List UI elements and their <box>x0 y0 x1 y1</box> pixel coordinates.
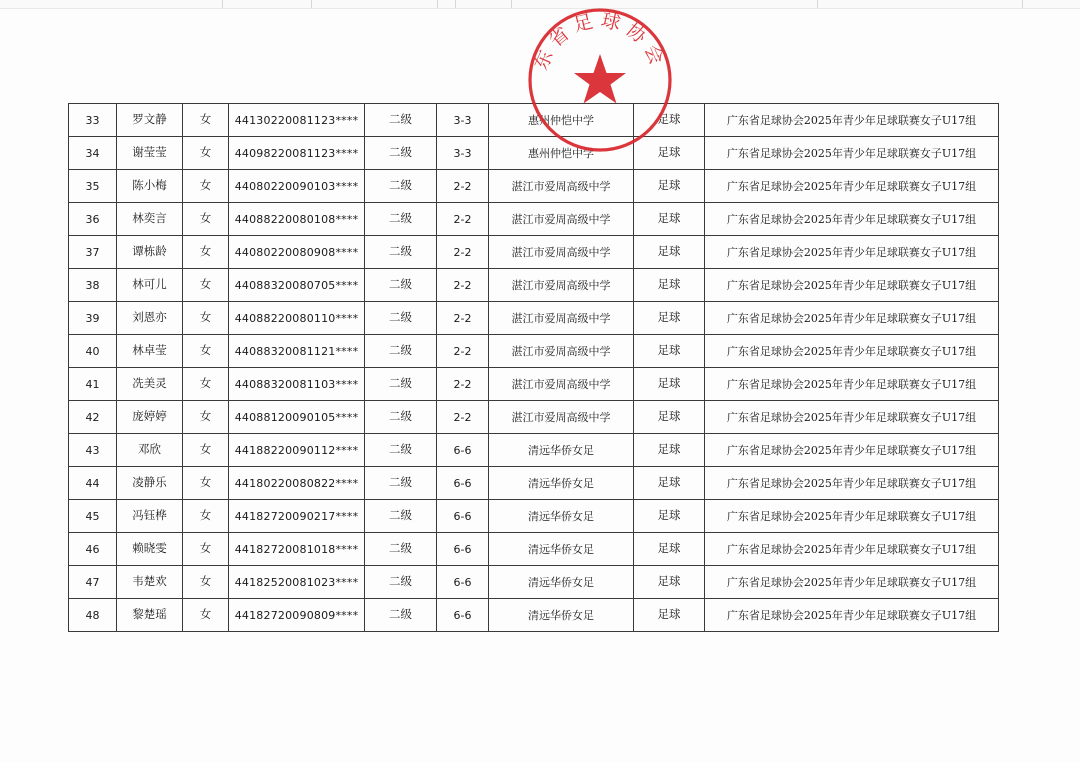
cell-sport: 足球 <box>634 335 705 368</box>
cell-group: 6-6 <box>437 533 489 566</box>
cell-level: 二级 <box>365 104 437 137</box>
cell-number: 48 <box>69 599 117 632</box>
cell-sport: 足球 <box>634 104 705 137</box>
cell-sport: 足球 <box>634 368 705 401</box>
cell-group: 6-6 <box>437 434 489 467</box>
cell-level: 二级 <box>365 401 437 434</box>
cell-gender: 女 <box>183 368 229 401</box>
cell-name: 邓欣 <box>117 434 183 467</box>
table-row <box>69 533 999 566</box>
table-row <box>69 302 999 335</box>
cell-level: 二级 <box>365 269 437 302</box>
cell-event: 广东省足球协会2025年青少年足球联赛女子U17组 <box>705 335 999 368</box>
cell-group: 2-2 <box>437 269 489 302</box>
cell-event: 广东省足球协会2025年青少年足球联赛女子U17组 <box>705 137 999 170</box>
cell-id-number: 44098220081123**** <box>229 137 365 170</box>
cell-sport: 足球 <box>634 269 705 302</box>
cell-gender: 女 <box>183 137 229 170</box>
cell-id-number: 44080220080908**** <box>229 236 365 269</box>
cell-gender: 女 <box>183 599 229 632</box>
cell-event: 广东省足球协会2025年青少年足球联赛女子U17组 <box>705 599 999 632</box>
cell-level: 二级 <box>365 500 437 533</box>
cell-name: 谭栋龄 <box>117 236 183 269</box>
cell-sport: 足球 <box>634 599 705 632</box>
cell-number: 33 <box>69 104 117 137</box>
cell-level: 二级 <box>365 137 437 170</box>
cell-sport: 足球 <box>634 533 705 566</box>
cell-sport: 足球 <box>634 170 705 203</box>
cell-name: 冯钰桦 <box>117 500 183 533</box>
scan-tick <box>817 0 818 8</box>
cell-sport: 足球 <box>634 467 705 500</box>
cell-id-number: 44180220080822**** <box>229 467 365 500</box>
cell-group: 6-6 <box>437 500 489 533</box>
cell-name: 赖晓雯 <box>117 533 183 566</box>
cell-sport: 足球 <box>634 236 705 269</box>
cell-id-number: 44188220090112**** <box>229 434 365 467</box>
seal-text: 东省足球协会 <box>529 9 671 74</box>
scan-tick <box>511 0 512 8</box>
cell-name: 刘恩亦 <box>117 302 183 335</box>
table-row <box>69 335 999 368</box>
cell-number: 35 <box>69 170 117 203</box>
scan-edge <box>0 0 1080 9</box>
athlete-table <box>68 103 999 632</box>
cell-gender: 女 <box>183 467 229 500</box>
cell-id-number: 44088320081103**** <box>229 368 365 401</box>
cell-id-number: 44080220090103**** <box>229 170 365 203</box>
cell-level: 二级 <box>365 302 437 335</box>
cell-number: 38 <box>69 269 117 302</box>
cell-number: 37 <box>69 236 117 269</box>
cell-group: 2-2 <box>437 302 489 335</box>
cell-sport: 足球 <box>634 566 705 599</box>
cell-id-number: 44088320081121**** <box>229 335 365 368</box>
table-row <box>69 104 999 137</box>
cell-level: 二级 <box>365 335 437 368</box>
cell-name: 林卓莹 <box>117 335 183 368</box>
cell-sport: 足球 <box>634 137 705 170</box>
cell-school: 清远华侨女足 <box>489 467 634 500</box>
cell-school: 湛江市爱周高级中学 <box>489 368 634 401</box>
cell-school: 湛江市爱周高级中学 <box>489 170 634 203</box>
table-row <box>69 269 999 302</box>
cell-gender: 女 <box>183 566 229 599</box>
cell-group: 2-2 <box>437 335 489 368</box>
scan-tick <box>455 0 456 8</box>
cell-event: 广东省足球协会2025年青少年足球联赛女子U17组 <box>705 533 999 566</box>
cell-school: 清远华侨女足 <box>489 500 634 533</box>
cell-gender: 女 <box>183 500 229 533</box>
cell-gender: 女 <box>183 203 229 236</box>
cell-id-number: 44088220080110**** <box>229 302 365 335</box>
cell-level: 二级 <box>365 599 437 632</box>
cell-sport: 足球 <box>634 434 705 467</box>
cell-id-number: 44130220081123**** <box>229 104 365 137</box>
cell-school: 湛江市爱周高级中学 <box>489 203 634 236</box>
cell-level: 二级 <box>365 170 437 203</box>
cell-event: 广东省足球协会2025年青少年足球联赛女子U17组 <box>705 170 999 203</box>
cell-number: 39 <box>69 302 117 335</box>
scan-tick <box>222 0 223 8</box>
cell-id-number: 44088320080705**** <box>229 269 365 302</box>
table-row <box>69 401 999 434</box>
cell-gender: 女 <box>183 104 229 137</box>
cell-school: 湛江市爱周高级中学 <box>489 269 634 302</box>
cell-number: 41 <box>69 368 117 401</box>
cell-event: 广东省足球协会2025年青少年足球联赛女子U17组 <box>705 566 999 599</box>
cell-event: 广东省足球协会2025年青少年足球联赛女子U17组 <box>705 434 999 467</box>
cell-id-number: 44182720090217**** <box>229 500 365 533</box>
cell-group: 2-2 <box>437 236 489 269</box>
cell-event: 广东省足球协会2025年青少年足球联赛女子U17组 <box>705 500 999 533</box>
cell-gender: 女 <box>183 401 229 434</box>
cell-level: 二级 <box>365 467 437 500</box>
cell-gender: 女 <box>183 269 229 302</box>
cell-group: 3-3 <box>437 104 489 137</box>
table-row <box>69 500 999 533</box>
cell-event: 广东省足球协会2025年青少年足球联赛女子U17组 <box>705 302 999 335</box>
cell-sport: 足球 <box>634 401 705 434</box>
cell-event: 广东省足球协会2025年青少年足球联赛女子U17组 <box>705 236 999 269</box>
cell-school: 湛江市爱周高级中学 <box>489 302 634 335</box>
cell-event: 广东省足球协会2025年青少年足球联赛女子U17组 <box>705 401 999 434</box>
cell-id-number: 44182520081023**** <box>229 566 365 599</box>
cell-school: 惠州仲恺中学 <box>489 104 634 137</box>
table-row <box>69 566 999 599</box>
table-row <box>69 137 999 170</box>
cell-gender: 女 <box>183 533 229 566</box>
cell-id-number: 44088220080108**** <box>229 203 365 236</box>
cell-sport: 足球 <box>634 203 705 236</box>
table-row <box>69 368 999 401</box>
cell-gender: 女 <box>183 434 229 467</box>
table-row <box>69 203 999 236</box>
cell-level: 二级 <box>365 368 437 401</box>
cell-event: 广东省足球协会2025年青少年足球联赛女子U17组 <box>705 368 999 401</box>
cell-group: 3-3 <box>437 137 489 170</box>
cell-number: 43 <box>69 434 117 467</box>
cell-number: 46 <box>69 533 117 566</box>
cell-gender: 女 <box>183 170 229 203</box>
cell-school: 惠州仲恺中学 <box>489 137 634 170</box>
cell-group: 6-6 <box>437 566 489 599</box>
cell-id-number: 44182720090809**** <box>229 599 365 632</box>
table-row <box>69 170 999 203</box>
cell-level: 二级 <box>365 203 437 236</box>
cell-gender: 女 <box>183 302 229 335</box>
table-row <box>69 599 999 632</box>
cell-level: 二级 <box>365 533 437 566</box>
scan-tick <box>311 0 312 8</box>
table-row <box>69 236 999 269</box>
cell-name: 黎楚瑶 <box>117 599 183 632</box>
cell-sport: 足球 <box>634 500 705 533</box>
cell-number: 40 <box>69 335 117 368</box>
table-body <box>69 104 999 632</box>
cell-group: 2-2 <box>437 401 489 434</box>
cell-school: 清远华侨女足 <box>489 599 634 632</box>
cell-event: 广东省足球协会2025年青少年足球联赛女子U17组 <box>705 269 999 302</box>
cell-school: 湛江市爱周高级中学 <box>489 401 634 434</box>
cell-name: 韦楚欢 <box>117 566 183 599</box>
cell-level: 二级 <box>365 236 437 269</box>
cell-group: 2-2 <box>437 368 489 401</box>
cell-group: 2-2 <box>437 203 489 236</box>
cell-level: 二级 <box>365 566 437 599</box>
cell-event: 广东省足球协会2025年青少年足球联赛女子U17组 <box>705 467 999 500</box>
cell-sport: 足球 <box>634 302 705 335</box>
cell-id-number: 44088120090105**** <box>229 401 365 434</box>
cell-name: 谢莹莹 <box>117 137 183 170</box>
cell-group: 6-6 <box>437 599 489 632</box>
cell-name: 林奕言 <box>117 203 183 236</box>
cell-group: 2-2 <box>437 170 489 203</box>
cell-name: 凌静乐 <box>117 467 183 500</box>
scan-tick <box>1022 0 1023 8</box>
cell-id-number: 44182720081018**** <box>229 533 365 566</box>
table-row <box>69 434 999 467</box>
cell-event: 广东省足球协会2025年青少年足球联赛女子U17组 <box>705 104 999 137</box>
cell-level: 二级 <box>365 434 437 467</box>
cell-number: 36 <box>69 203 117 236</box>
cell-number: 47 <box>69 566 117 599</box>
cell-school: 清远华侨女足 <box>489 566 634 599</box>
cell-name: 冼美灵 <box>117 368 183 401</box>
table-row <box>69 467 999 500</box>
cell-school: 湛江市爱周高级中学 <box>489 335 634 368</box>
cell-school: 清远华侨女足 <box>489 434 634 467</box>
cell-event: 广东省足球协会2025年青少年足球联赛女子U17组 <box>705 203 999 236</box>
cell-gender: 女 <box>183 236 229 269</box>
cell-number: 42 <box>69 401 117 434</box>
star-icon <box>574 54 626 104</box>
cell-name: 罗文静 <box>117 104 183 137</box>
cell-school: 清远华侨女足 <box>489 533 634 566</box>
scan-tick <box>437 0 438 8</box>
cell-number: 34 <box>69 137 117 170</box>
cell-number: 44 <box>69 467 117 500</box>
cell-name: 庞婷婷 <box>117 401 183 434</box>
cell-name: 陈小梅 <box>117 170 183 203</box>
cell-gender: 女 <box>183 335 229 368</box>
cell-group: 6-6 <box>437 467 489 500</box>
cell-number: 45 <box>69 500 117 533</box>
cell-school: 湛江市爱周高级中学 <box>489 236 634 269</box>
cell-name: 林可儿 <box>117 269 183 302</box>
